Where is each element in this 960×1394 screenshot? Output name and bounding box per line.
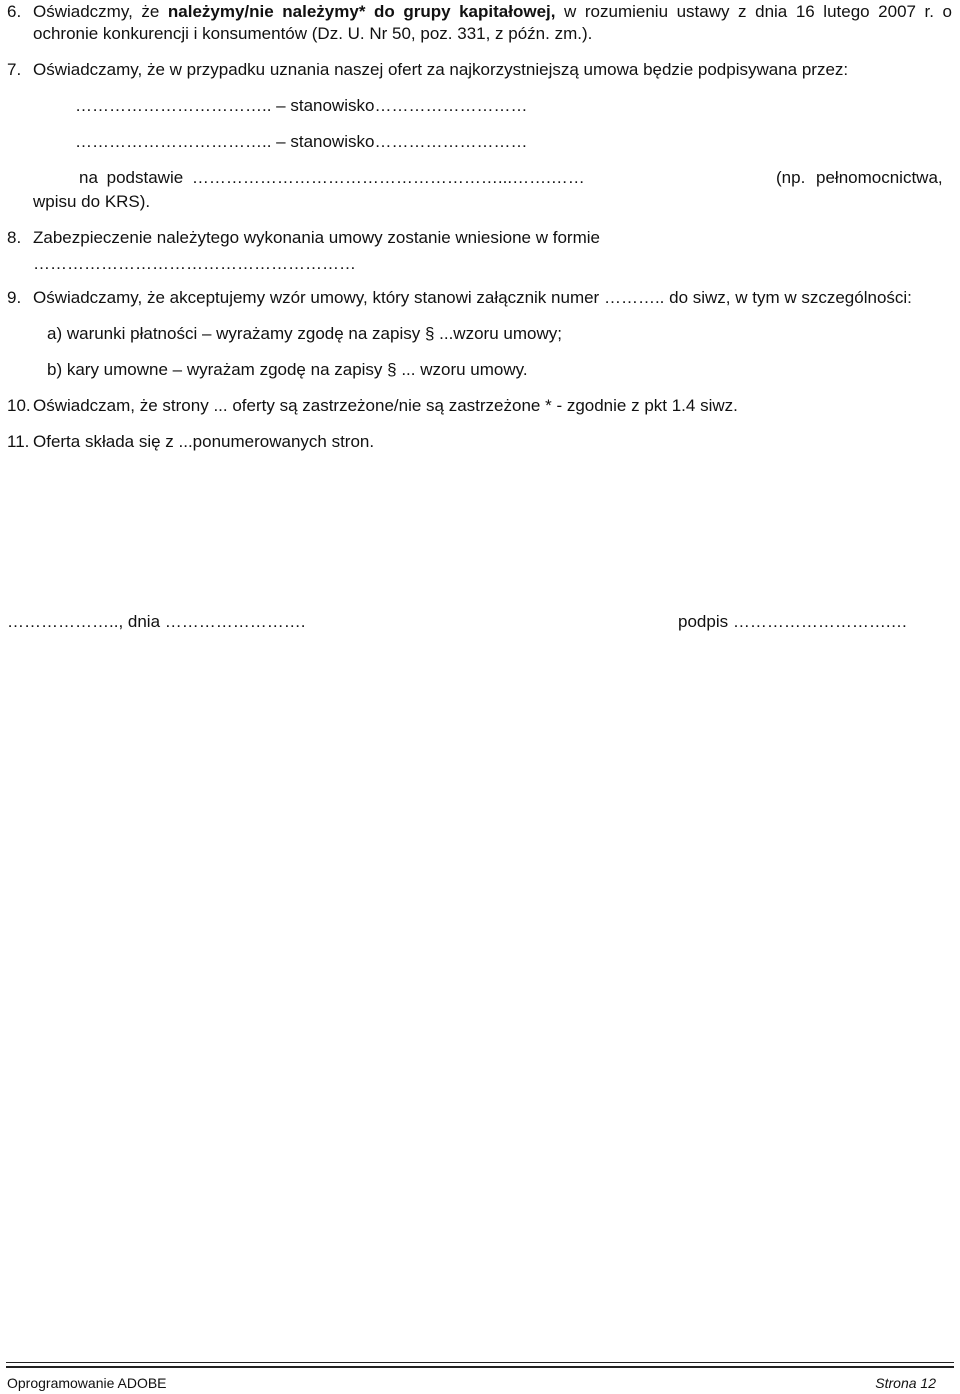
date-line: ……………….., dnia ……………………. [7,612,306,631]
item-6-text-b: w rozumieniu ustawy z dnia 16 lutego 2007 r. o [555,2,953,21]
footer-page-number: Strona 12 [875,1375,936,1391]
item-7-basis-line-2: wpisu do KRS). [33,192,151,211]
item-9-text: Oświadczamy, że akceptujemy wzór umowy, który stanowi załącznik numer ……….. do siwz, w tym w szczególności: [33,288,912,307]
item-11-number: 11. [7,432,30,451]
item-8-number: 8. [7,228,22,247]
footer-left-text: Oprogramowanie ADOBE [7,1375,167,1391]
item-7-signatory-1: …………………………….. – stanowisko……………………… [75,96,528,115]
item-8-dots: ………………………………………………… [33,254,356,273]
item-10-text: Oświadczam, że strony ... oferty są zastrzeżone/nie są zastrzeżone * - zgodnie z pkt 1.4 siwz. [33,396,738,415]
item-7-basis-example: (np. pełnomocnictwa, [776,168,943,187]
item-6-bold: należymy/nie należymy* do grupy kapitałowej, [167,2,556,21]
item-7-basis: na podstawie ………………………………………………...…….…… [79,168,585,187]
footer-rule-thick [6,1366,954,1368]
item-7-text: Oświadczamy, że w przypadku uznania naszej ofert za najkorzystniejszą umowa będzie podpisywana przez: [33,60,849,79]
item-9-point-a: a) warunki płatności – wyrażamy zgodę na zapisy § ...wzoru umowy; [47,324,562,343]
item-6-line-1 [33,2,952,22]
item-6-line-2: ochronie konkurencji i konsumentów (Dz. U. Nr 50, poz. 331, z późn. zm.). [33,24,593,43]
item-9-point-b: b) kary umowne – wyrażam zgodę na zapisy § ... wzoru umowy. [47,360,528,379]
item-6-text-a: Oświadczmy, że [33,2,168,21]
item-8-text: Zabezpieczenie należytego wykonania umowy zostanie wniesione w formie [33,228,600,247]
signature-line: podpis ……………………….… [678,612,908,631]
item-7-signatory-2: …………………………….. – stanowisko……………………… [75,132,528,151]
item-6-number: 6. [7,2,22,21]
item-9-number: 9. [7,288,22,307]
item-11-text: Oferta składa się z ...ponumerowanych stron. [33,432,375,451]
item-10-number: 10. [7,396,31,415]
footer-rule-thin [6,1362,954,1363]
item-7-number: 7. [7,60,22,79]
